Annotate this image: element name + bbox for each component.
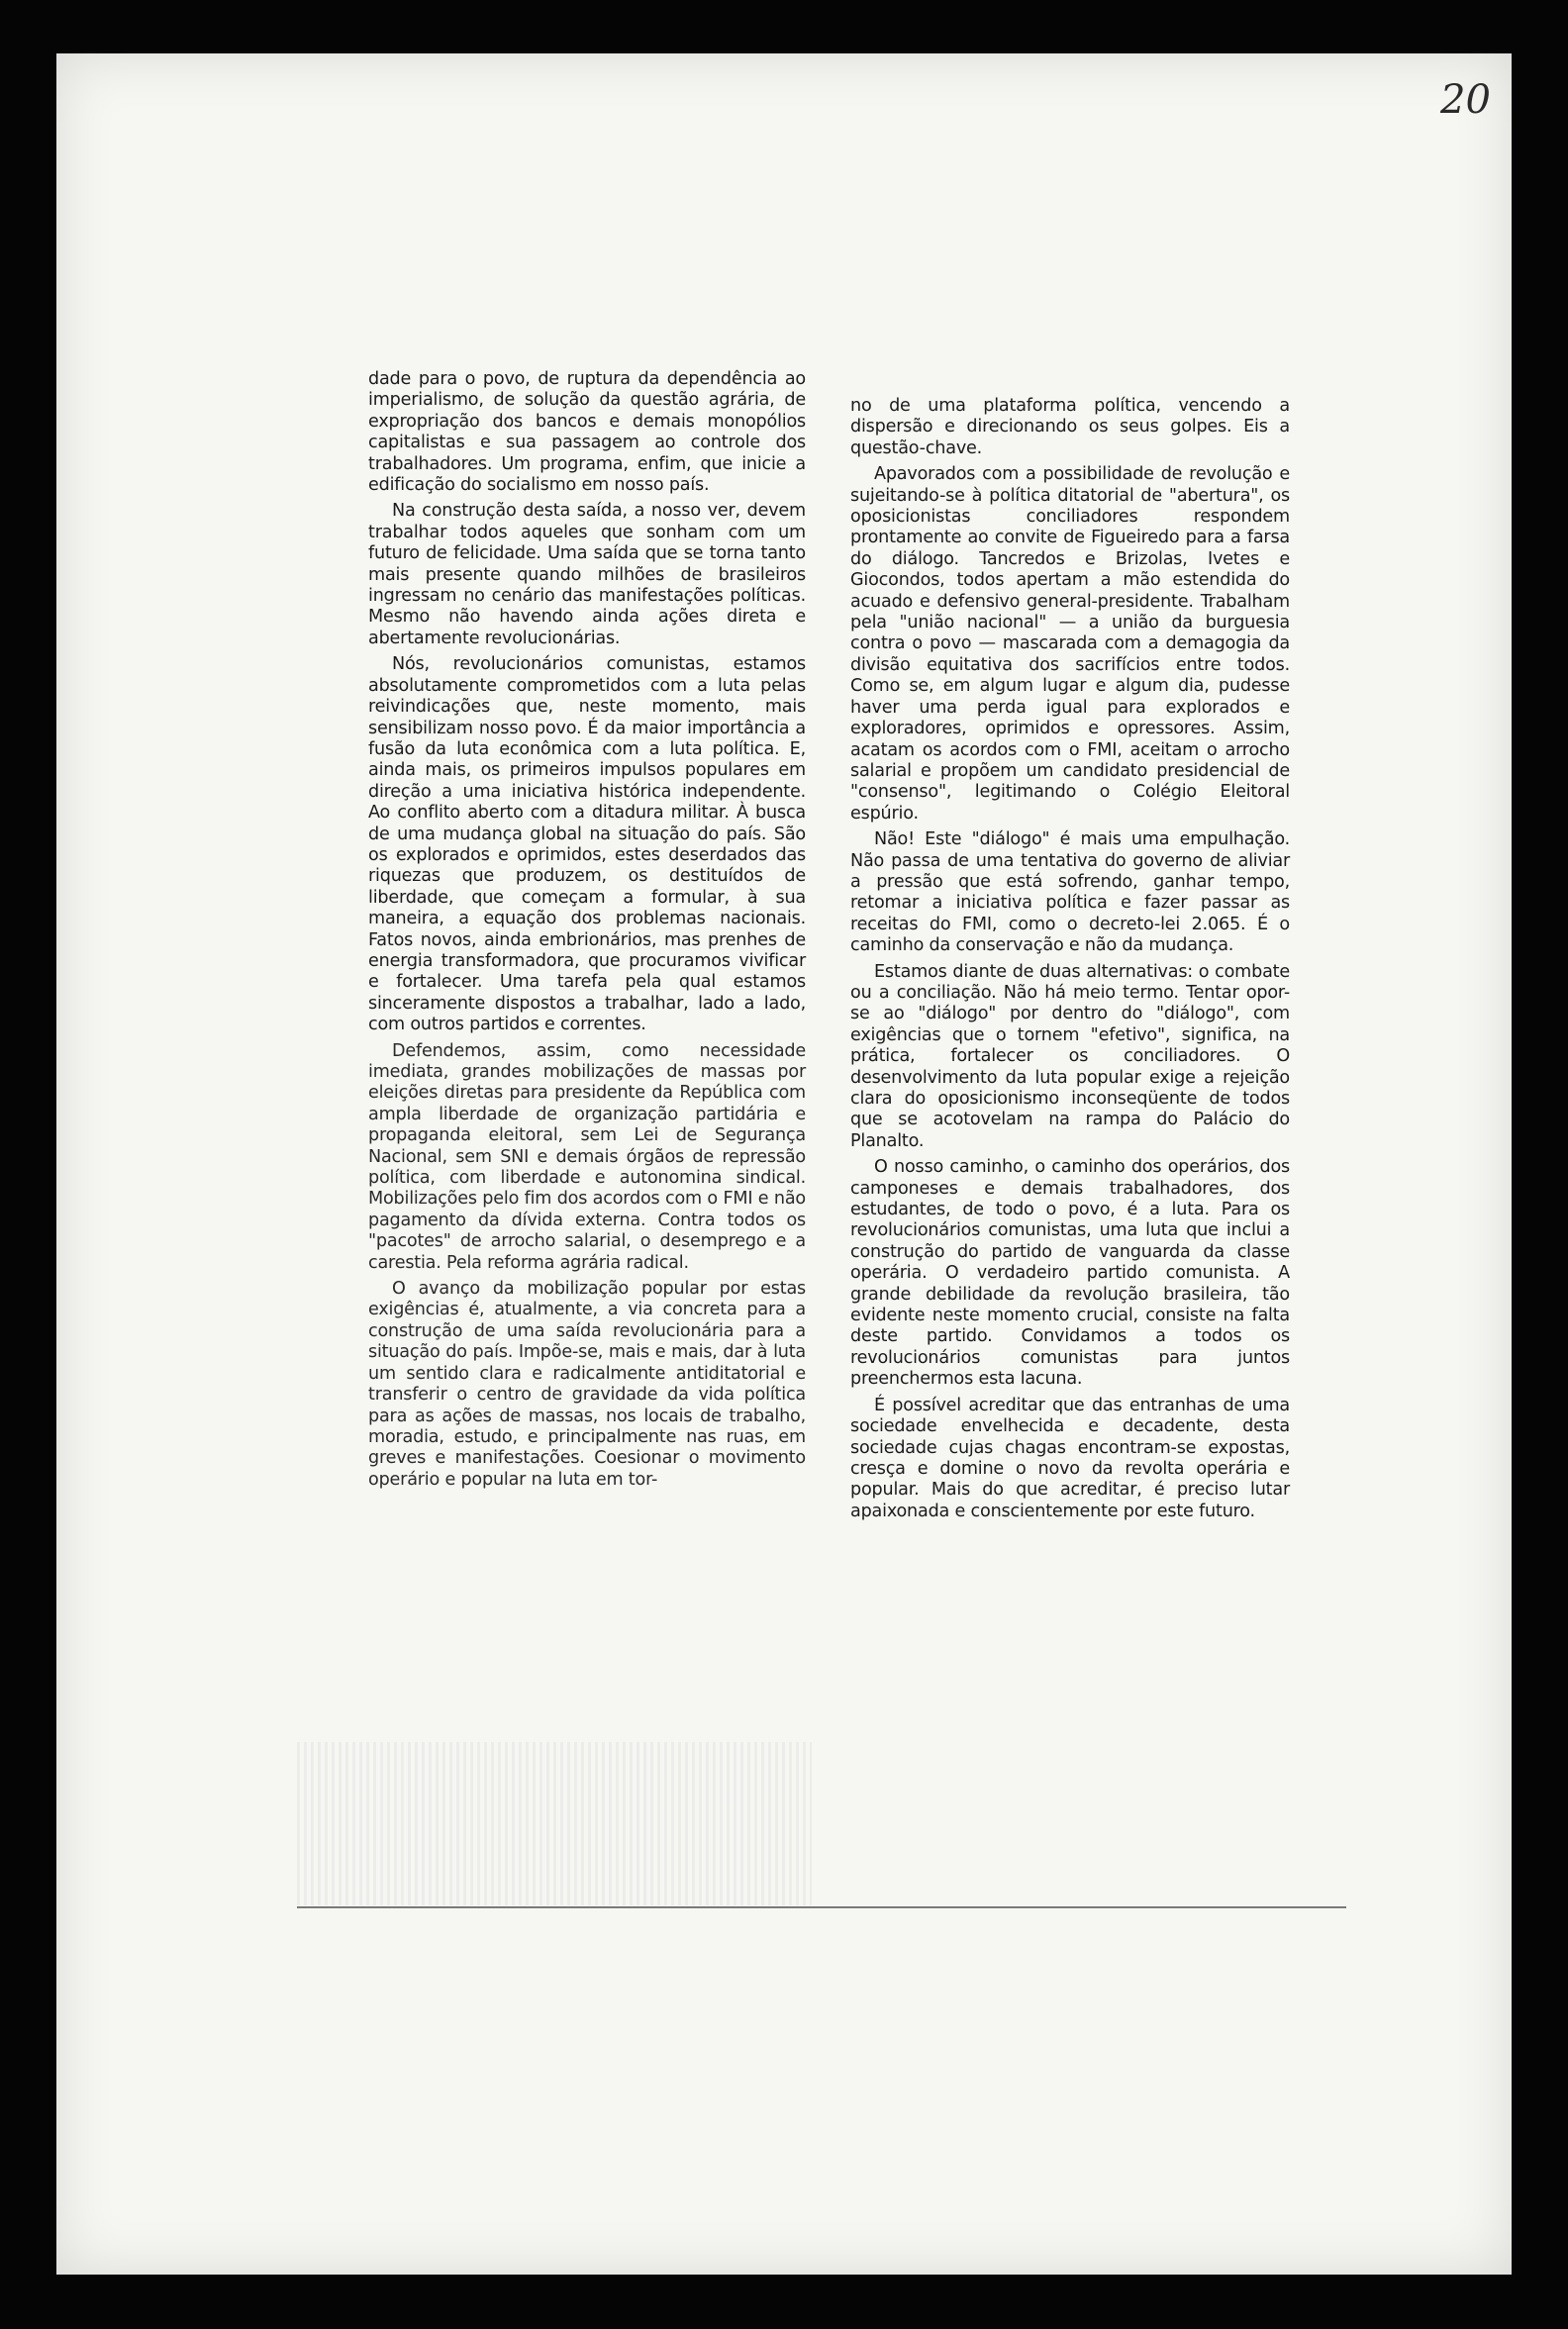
paragraph: Apavorados com a possibilidade de revolução e sujeitando-se à política ditatorial de "abertura", os oposicionistas conciliadores respondem prontamente ao convite de Figueiredo para a farsa do diálogo. Tancredos e Brizolas, Ivetes e Giocondos, todos apertam a mão estendida do acuado e defensivo general-presidente. Trabalham pela "união nacional" — a união da burguesia contra o povo — mascarada com a demagogia da divisão equitativa dos sacrifícios entre todos. Como se, em algum lugar e algum dia, pudesse haver uma perda igual para explorados e exploradores, oprimidos e opressores. Assim, acatam os acordos com o FMI, aceitam o arrocho salarial e propõem um candidato presidencial de "consenso", legitimando o Colégio Eleitoral espúrio. [850,464,1290,824]
paragraph: Não! Este "diálogo" é mais uma empulhação. Não passa de uma tentativa do governo de aliviar a pressão que está sofrendo, ganhar tempo, retomar a iniciativa política e fazer passar as receitas do FMI, como o decreto-lei 2.065. É o caminho da conservação e não da mudança. [850,829,1290,956]
paragraph: no de uma plataforma política, vencendo a dispersão e direcionando os seus golpes. Eis a questão-chave. [850,396,1290,458]
paragraph: Defendemos, assim, como necessidade imediata, grandes mobilizações de massas por eleições diretas para presidente da República com ampla liberdade de organização partidária e propaganda eleitoral, sem Lei de Segurança Nacional, sem SNI e demais órgãos de repressão política, com liberdade e autonomina sindical. Mobilizações pelo fim dos acordos com o FMI e não pagamento da dívida externa. Contra todos os "pacotes" de arrocho salarial, o desemprego e a carestia. Pela reforma agrária radical. [368,1040,806,1273]
page-number: 20 [1440,77,1491,123]
right-column [850,396,1290,1527]
paragraph: Nós, revolucionários comunistas, estamos absolutamente comprometidos com a luta pelas reivindicações que, neste momento, mais sensibilizam nosso povo. É da maior importância a fusão da luta econômica com a luta política. E, ainda mais, os primeiros impulsos populares em direção a uma iniciativa histórica independente. Ao conflito aberto com a ditadura militar. À busca de uma mudança global na situação do país. São os explorados e oprimidos, estes deserdados das riquezas que produzem, os destituídos de liberdade, que começam a formular, à sua maneira, a equação dos problemas nacionais. Fatos novos, ainda embrionários, mas prenhes de energia transformadora, que procuramos vivificar e fortalecer. Uma tarefa pela qual estamos sinceramente dispostos a trabalhar, lado a lado, com outros partidos e correntes. [368,654,806,1035]
paragraph: dade para o povo, de ruptura da dependência ao imperialismo, de solução da questão agrária, de expropriação dos bancos e demais monopólios capitalistas e sua passagem ao controle dos trabalhadores. Um programa, enfim, que inicie a edificação do socialismo em nosso país. [368,369,806,496]
bottom-rule [297,1906,1346,1908]
paragraph: O avanço da mobilização popular por estas exigências é, atualmente, a via concreta para a construção de uma saída revolucionária para a situação do país. Impõe-se, mais e mais, dar à luta um sentido clara e radicalmente antiditatorial e transferir o centro de gravidade da vida política para as ações de massas, nos locais de trabalho, moradia, estudo, e principalmente nas ruas, em greves e manifestações. Coesionar o movimento operário e popular na luta em tor- [368,1279,806,1490]
left-column [368,369,806,1496]
paragraph: O nosso caminho, o caminho dos operários, dos camponeses e demais trabalhadores, dos estudantes, de todo o povo, é a luta. Para os revolucionários comunistas, uma luta que inclui a construção do partido de vanguarda da classe operária. O verdadeiro partido comunista. A grande debilidade da revolução brasileira, tão evidente neste momento crucial, consiste na falta deste partido. Convidamos a todos os revolucionários comunistas para juntos preenchermos esta lacuna. [850,1157,1290,1390]
scan-noise [297,1742,812,1905]
paragraph: É possível acreditar que das entranhas de uma sociedade envelhecida e decadente, desta sociedade cujas chagas encontram-se expostas, cresça e domine o novo da revolta operária e popular. Mais do que acreditar, é preciso lutar apaixonada e conscientemente por este futuro. [850,1395,1290,1521]
paragraph: Na construção desta saída, a nosso ver, devem trabalhar todos aqueles que sonham com um futuro de felicidade. Uma saída que se torna tanto mais presente quando milhões de brasileiros ingressam no cenário das manifestações políticas. Mesmo não havendo ainda ações direta e abertamente revolucionárias. [368,501,806,648]
paragraph: Estamos diante de duas alternativas: o combate ou a conciliação. Não há meio termo. Tentar opor-se ao "diálogo" por dentro do "diálogo", com exigências que o tornem "efetivo", significa, na prática, fortalecer os conciliadores. O desenvolvimento da luta popular exige a rejeição clara do oposicionismo inconseqüente de todos que se acotovelam na rampa do Palácio do Planalto. [850,961,1290,1151]
